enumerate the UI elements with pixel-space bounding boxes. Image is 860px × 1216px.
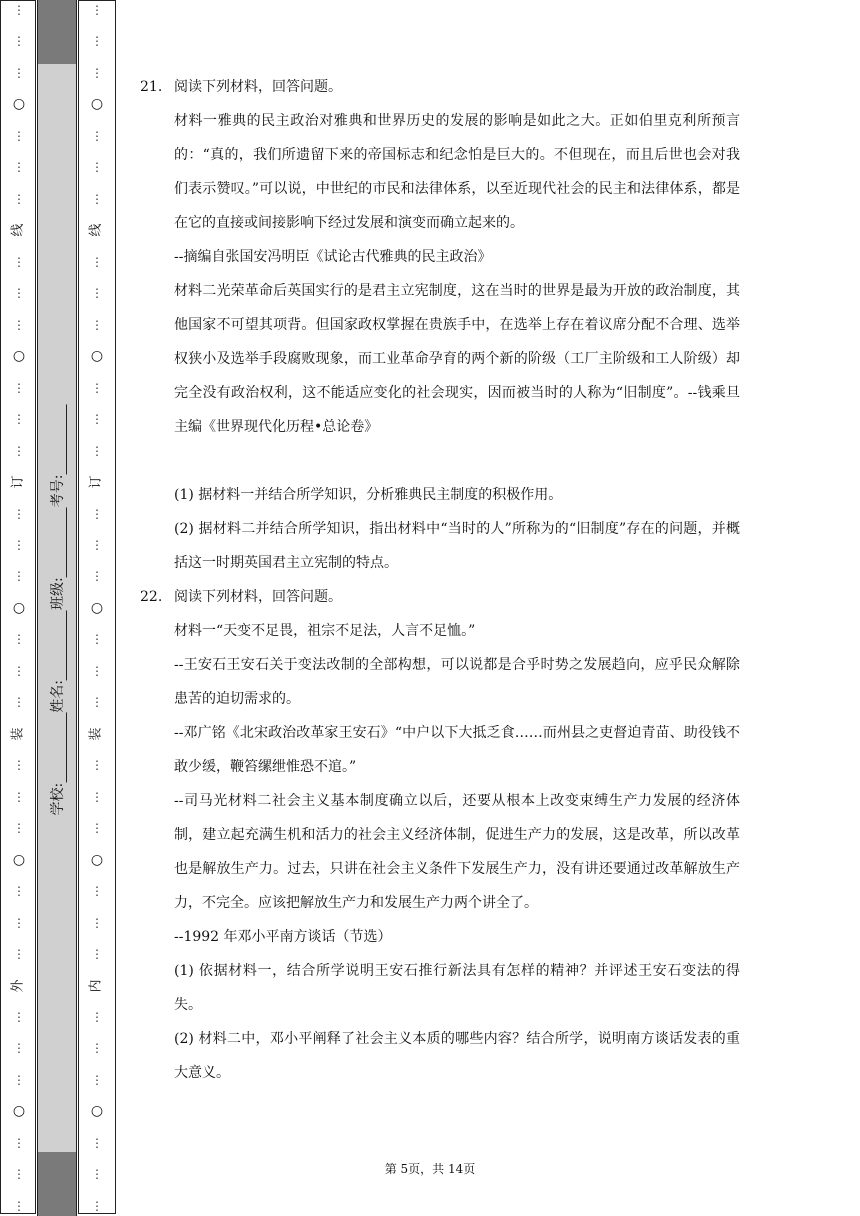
- student-info-fields: [42, 380, 72, 840]
- seal-dots: ⋮: [91, 1072, 103, 1087]
- sub-question-1: (1) 据材料一并结合所学知识，分析雅典民主制度的积极作用。: [174, 487, 563, 503]
- question-22: [140, 580, 740, 1090]
- material-1-source: --摘编自张国安冯明臣《试论古代雅典的民主政治》: [174, 249, 492, 265]
- seal-dots: ⋮: [13, 128, 25, 143]
- seal-dots: ⋮: [91, 412, 103, 427]
- seal-dots: ⋮: [13, 286, 25, 301]
- seal-dots: ⋮: [91, 758, 103, 773]
- seal-dots: ⋮: [13, 884, 25, 899]
- seal-dots: ⋮: [13, 1198, 25, 1213]
- seal-dots: ⋮: [13, 758, 25, 773]
- material-source-deng-guangming: --邓广铭《北宋政治改革家王安石》“中户以下大抵乏食……而州县之吏督迫青苗、助役钱不敢少缓，鞭笞缧绁惟恐不逭。”: [174, 725, 740, 775]
- seal-dots: ⋮: [13, 695, 25, 710]
- sub-question-2: (2) 材料二中，邓小平阐释了社会主义本质的哪些内容？结合所学，说明南方谈话发表的重大意义。: [174, 1031, 740, 1081]
- seal-dots: ⋮: [13, 254, 25, 269]
- seal-text-marker: 内: [88, 979, 104, 993]
- seal-dots: ⋮: [13, 160, 25, 175]
- school-field[interactable]: 学校:: [47, 713, 67, 816]
- seal-dots: ⋮: [13, 3, 25, 17]
- seal-dots: ⋮: [13, 821, 25, 836]
- question-21: [140, 70, 740, 580]
- seal-circle-marker: ○: [90, 851, 104, 868]
- seal-dots: ⋮: [91, 821, 103, 836]
- seal-dots: ⋮: [91, 569, 103, 584]
- seal-dots: ⋮: [13, 65, 25, 80]
- seal-circle-marker: ○: [12, 96, 26, 113]
- sub-question-2: (2) 据材料二并结合所学知识，指出材料中“当时的人”所称为的“旧制度”存在的问题，并概括这一时期英国君主立宪制的特点。: [174, 521, 740, 571]
- material-2-text: --司马光材料二社会主义基本制度确立以后，还要从根本上改变束缚生产力发展的经济体制，建立起充满生机和活力的社会主义经济体制，促进生产力的发展，这是改革，所以改革也是解放生产力。过去，只讲在社会主义条件下发展生产力，没有讲还要通过改革解放生产力，不完全。应该把解放生产力和发展生产力两个讲全了。: [174, 793, 740, 911]
- seal-text-marker: 订: [88, 475, 104, 489]
- seal-dots: ⋮: [91, 1135, 103, 1150]
- seal-dots: ⋮: [13, 317, 25, 332]
- seal-dots: ⋮: [91, 443, 103, 458]
- question-number: 21.: [140, 79, 163, 95]
- seal-dots: ⋮: [91, 65, 103, 80]
- material-1-text: 材料一雅典的民主政治对雅典和世界历史的发展的影响是如此之大。正如伯里克利所预言的：“真的，我们所遗留下来的帝国标志和纪念怕是巨大的。不但现在，而且后世也会对我们表示赞叹。”可以说，中世纪的市民和法律体系，以至近现代社会的民主和法律体系，都是在它的直接或间接影响下经过发展和演变而确立起来的。: [174, 113, 740, 231]
- material-2-text: 材料二光荣革命后英国实行的是君主立宪制度，这在当时的世界是最为开放的政治制度，其他国家不可望其项背。但国家政权掌握在贵族手中，在选举上存在着议席分配不合理、选举权狭小及选举手段腐败现象，而工业革命孕育的两个新的阶级（工厂主阶级和工人阶级）却完全没有政治权利，这不能适应变化的社会现实，因而被当时的人称为“旧制度”。--钱乘旦主编《世界现代化历程•总论卷》: [174, 283, 740, 435]
- seal-dots: ⋮: [13, 915, 25, 930]
- material-1-quote: 材料一“天变不足畏，祖宗不足法，人言不足恤。”: [174, 623, 476, 639]
- seal-dots: ⋮: [13, 632, 25, 647]
- seal-dots: ⋮: [13, 1167, 25, 1182]
- question-number: 22.: [140, 589, 163, 605]
- seal-dots: ⋮: [13, 947, 25, 962]
- seal-dots: ⋮: [91, 1167, 103, 1182]
- material-source-wang: --王安石王安石关于变法改制的全部构想，可以说都是合乎时势之发展趋向，应乎民众解除患苦的迫切需求的。: [174, 657, 740, 707]
- material-2-source: --1992 年邓小平南方谈话（节选）: [174, 929, 392, 945]
- seal-text-marker: 装: [10, 727, 26, 741]
- seal-dots: ⋮: [13, 1072, 25, 1087]
- seal-dots: ⋮: [91, 1041, 103, 1056]
- seal-circle-marker: ○: [90, 348, 104, 365]
- seal-circle-marker: ○: [12, 599, 26, 616]
- seal-circle-marker: ○: [90, 599, 104, 616]
- seal-dots: ⋮: [91, 1010, 103, 1024]
- seal-dots: ⋮: [91, 915, 103, 930]
- seal-dots: ⋮: [91, 506, 103, 521]
- seal-dots: ⋮: [91, 884, 103, 899]
- seal-text-marker: 外: [10, 979, 26, 993]
- seal-dots: ⋮: [91, 695, 103, 710]
- seal-circle-marker: ○: [12, 851, 26, 868]
- seal-dots: ⋮: [13, 569, 25, 584]
- seal-dots: ⋮: [91, 34, 103, 49]
- seal-dots: ⋮: [91, 3, 103, 17]
- name-field[interactable]: 姓名:: [47, 610, 67, 713]
- seal-dots: ⋮: [13, 412, 25, 427]
- seal-dots: ⋮: [91, 160, 103, 175]
- class-field[interactable]: 班级:: [47, 507, 67, 610]
- seal-dots: ⋮: [91, 317, 103, 332]
- seal-dots: ⋮: [91, 947, 103, 962]
- exam-content: [140, 70, 740, 1090]
- seal-dots: ⋮: [13, 663, 25, 678]
- band-top-block: [38, 0, 76, 64]
- inner-seal-line: [80, 0, 114, 1216]
- seal-circle-marker: ○: [90, 96, 104, 113]
- seal-text-marker: 线: [10, 223, 26, 237]
- seal-dots: ⋮: [13, 1010, 25, 1024]
- seal-circle-marker: ○: [12, 1103, 26, 1120]
- seal-circle-marker: ○: [90, 1103, 104, 1120]
- seal-circle-marker: ○: [12, 348, 26, 365]
- question-title: 阅读下列材料，回答问题。: [174, 79, 342, 95]
- seal-text-marker: 装: [88, 727, 104, 741]
- seal-dots: ⋮: [13, 380, 25, 395]
- seal-text-marker: 订: [10, 475, 26, 489]
- seal-dots: ⋮: [13, 1041, 25, 1056]
- seal-dots: ⋮: [91, 789, 103, 804]
- seal-dots: ⋮: [13, 506, 25, 521]
- seal-dots: ⋮: [91, 1198, 103, 1213]
- page-footer: 第 5页，共 14页: [384, 1162, 476, 1176]
- seal-dots: ⋮: [91, 537, 103, 552]
- exam-number-field[interactable]: 考号:: [47, 405, 67, 508]
- spacer: [140, 444, 740, 478]
- outer-seal-line: [2, 0, 36, 1216]
- seal-dots: ⋮: [91, 380, 103, 395]
- seal-dots: ⋮: [91, 254, 103, 269]
- question-title: 阅读下列材料，回答问题。: [174, 589, 342, 605]
- seal-dots: ⋮: [13, 191, 25, 206]
- seal-text-marker: 线: [88, 223, 104, 237]
- seal-dots: ⋮: [13, 1135, 25, 1150]
- seal-dots: ⋮: [13, 443, 25, 458]
- seal-dots: ⋮: [91, 663, 103, 678]
- seal-dots: ⋮: [91, 191, 103, 206]
- seal-dots: ⋮: [13, 537, 25, 552]
- sub-question-1: (1) 依据材料一，结合所学说明王安石推行新法具有怎样的精神？并评述王安石变法的得失。: [174, 963, 740, 1013]
- seal-dots: ⋮: [13, 34, 25, 49]
- seal-dots: ⋮: [91, 632, 103, 647]
- seal-dots: ⋮: [13, 789, 25, 804]
- seal-dots: ⋮: [91, 286, 103, 301]
- seal-dots: ⋮: [91, 128, 103, 143]
